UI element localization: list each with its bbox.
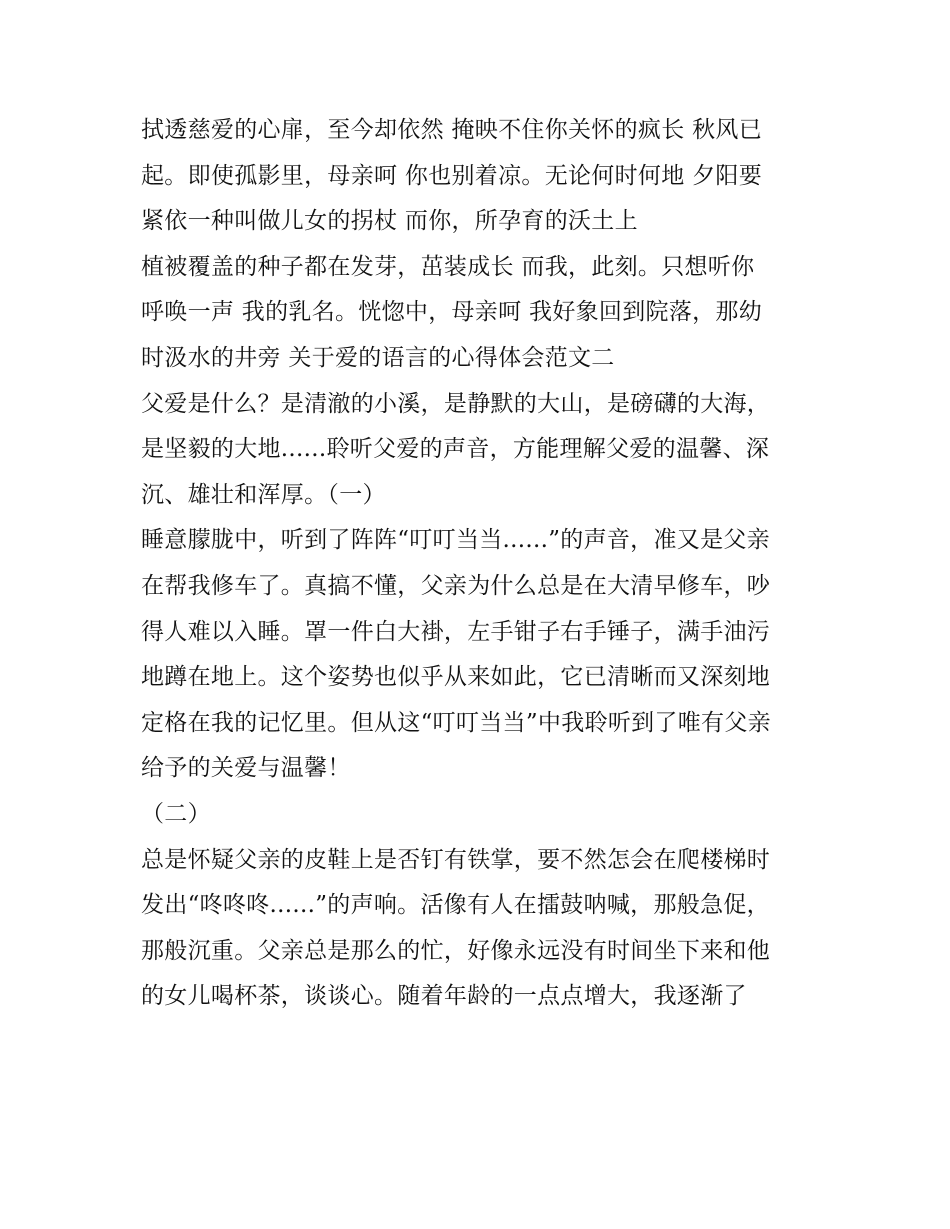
text-line: 起。即使孤影里，母亲呵 你也别着凉。无论何时何地 夕阳要: [141, 162, 763, 189]
text-line: 是坚毅的大地......聆听父爱的声音，方能理解父爱的温馨、深: [141, 436, 770, 463]
text-line: 紧依一种叫做儿女的拐杖 而你，所孕育的沃土上: [141, 208, 638, 235]
text-line: 时汲水的井旁 关于爱的语言的心得体会范文二: [141, 344, 615, 371]
text-line: 地蹲在地上。这个姿势也似乎从来如此，它已清晰而又深刻地: [141, 664, 771, 691]
text-line: 得人难以入睡。罩一件白大褂，左手钳子右手锤子，满手油污: [141, 618, 771, 645]
text-line: 睡意朦胧中，听到了阵阵“叮叮当当......”的声音，准又是父亲: [141, 527, 770, 554]
text-line: 那般沉重。父亲总是那么的忙，好像永远没有时间坐下来和他: [141, 937, 771, 964]
text-line: （二）: [141, 800, 211, 827]
text-line: 拭透慈爱的心扉，至今却依然 掩映不住你关怀的疯长 秋风已: [141, 117, 763, 143]
text-line: 发出“咚咚咚......”的声响。活像有人在擂鼓呐喊，那般急促，: [141, 892, 770, 919]
text-line: 给予的关爱与温馨！: [141, 755, 351, 782]
text-line: 的女儿喝杯茶，谈谈心。随着年龄的一点点增大，我逐渐了: [141, 983, 747, 1010]
document-body: [141, 108, 831, 1020]
text-line: 呼唤一声 我的乳名。恍惚中，母亲呵 我好象回到院落，那幼: [141, 299, 763, 326]
text-line: 父爱是什么？是清澈的小溪，是静默的大山，是磅礴的大海，: [141, 390, 771, 417]
text-line: 总是怀疑父亲的皮鞋上是否钉有铁掌，要不然怎会在爬楼梯时: [141, 846, 771, 873]
text-line: 在帮我修车了。真搞不懂，父亲为什么总是在大清早修车，吵: [141, 572, 771, 599]
text-line: 植被覆盖的种子都在发芽，茁装成长 而我，此刻。只想听你: [141, 253, 755, 280]
text-line: 沉、雄壮和浑厚。（一）: [141, 481, 386, 508]
text-line: 定格在我的记忆里。但从这“叮叮当当”中我聆听到了唯有父亲: [141, 709, 771, 736]
